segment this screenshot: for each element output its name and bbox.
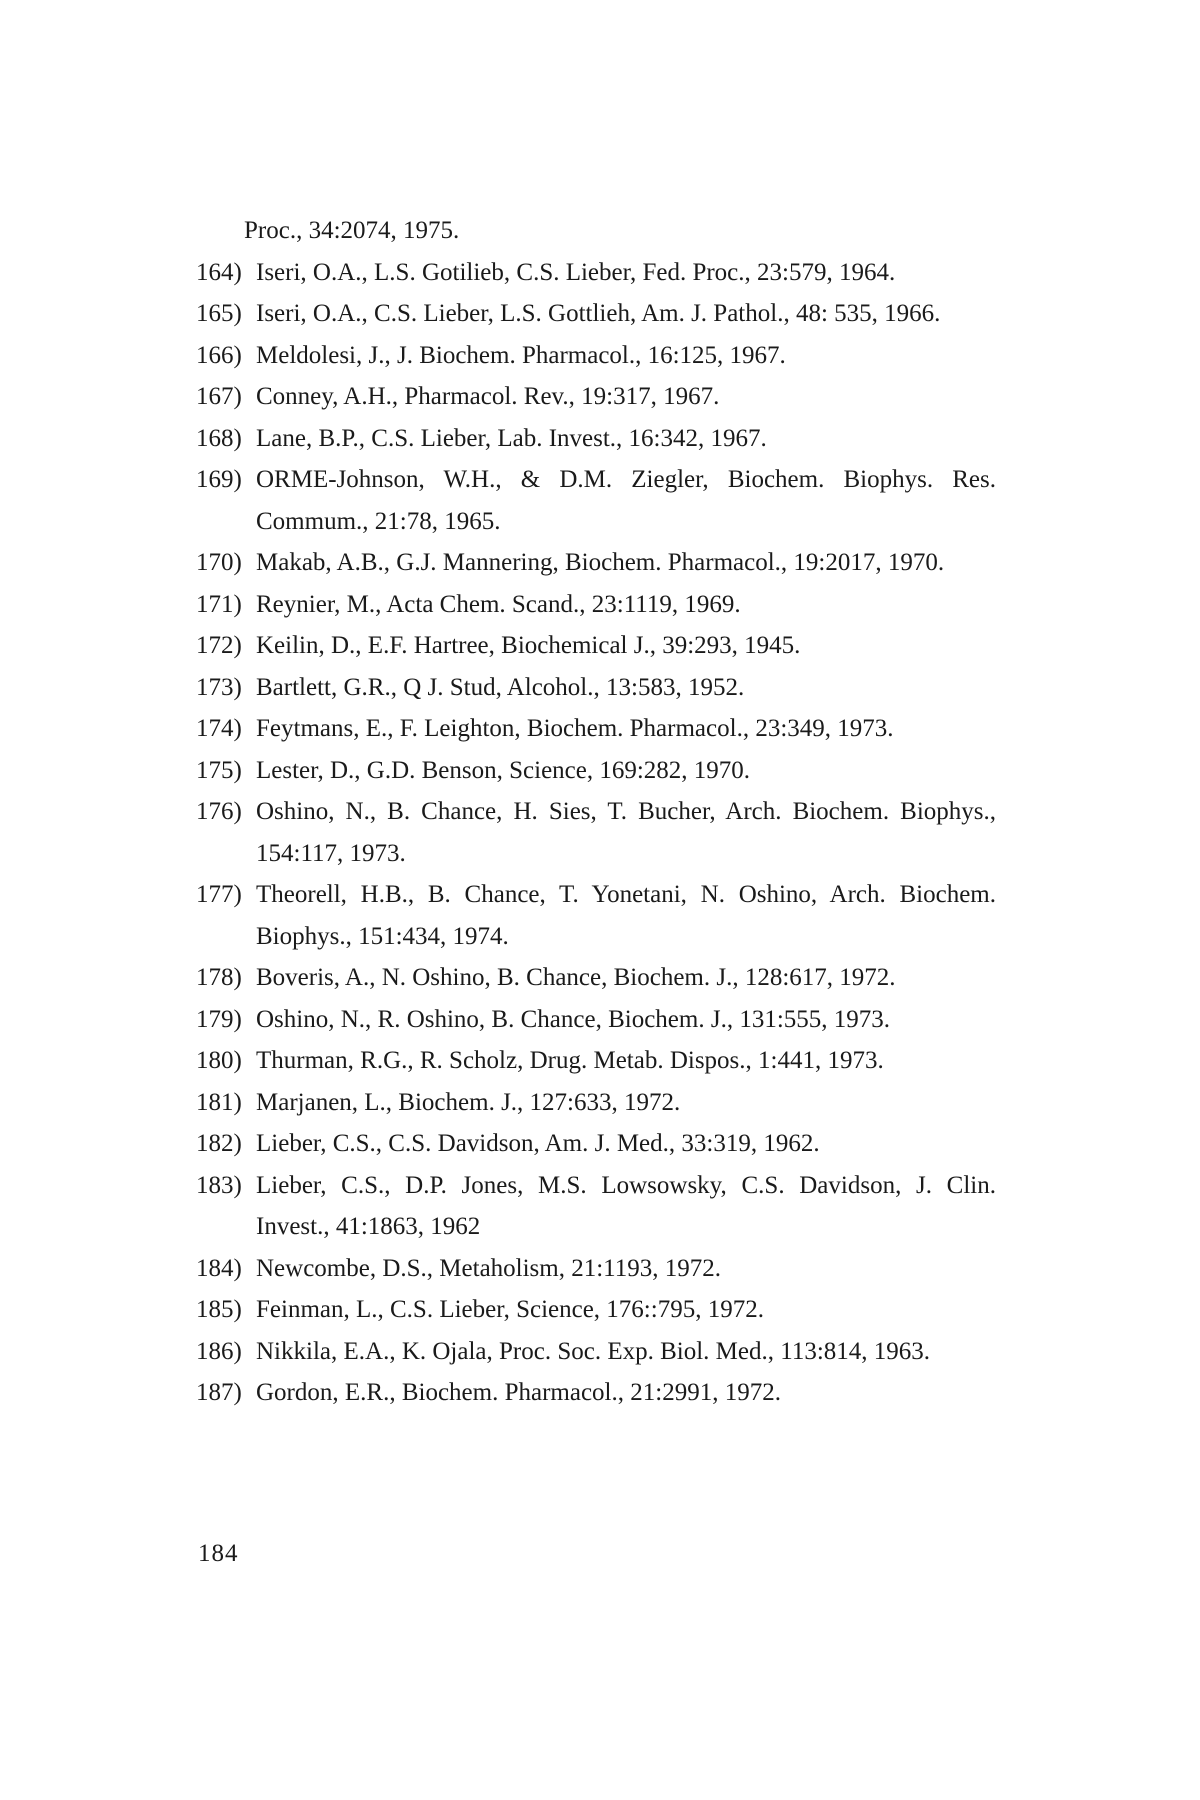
reference-entry — [196, 293, 996, 335]
reference-entry — [196, 625, 996, 667]
reference-number: 186) — [196, 1337, 242, 1365]
reference-number: 167) — [196, 383, 242, 410]
reference-entry — [196, 750, 996, 792]
reference-number: 180) — [196, 1047, 242, 1074]
reference-text: Lester, D., G.D. Benson, Science, 169:282, 1970. — [256, 756, 751, 784]
reference-entry — [196, 1248, 996, 1290]
reference-entry — [196, 874, 996, 957]
reference-number: 173) — [196, 673, 242, 701]
reference-number: 175) — [196, 756, 242, 784]
reference-number: 174) — [196, 715, 242, 742]
reference-number: 181) — [196, 1088, 242, 1116]
reference-text: Conney, A.H., Pharmacol. Rev., 19:317, 1967. — [256, 383, 720, 410]
page-number: 184 — [198, 1540, 239, 1567]
reference-text: Theorell, H.B., B. Chance, T. Yonetani, N. Oshino, Arch. Biochem. Biophys., 151:434, 1974. — [256, 881, 996, 950]
reference-text: Lane, B.P., C.S. Lieber, Lab. Invest., 16:342, 1967. — [256, 424, 767, 452]
reference-number: 185) — [196, 1296, 242, 1323]
reference-entry — [196, 584, 996, 626]
reference-text: Boveris, A., N. Oshino, B. Chance, Biochem. J., 128:617, 1972. — [256, 964, 896, 991]
reference-text: Nikkila, E.A., K. Ojala, Proc. Soc. Exp. Biol. Med., 113:814, 1963. — [256, 1337, 931, 1365]
reference-number: 177) — [196, 881, 242, 908]
reference-number: 166) — [196, 341, 242, 369]
reference-number: 182) — [196, 1130, 242, 1157]
reference-number: 171) — [196, 590, 242, 618]
reference-number: 187) — [196, 1379, 242, 1406]
reference-text: Oshino, N., R. Oshino, B. Chance, Biochem. J., 131:555, 1973. — [256, 1005, 891, 1033]
reference-entry — [196, 667, 996, 709]
reference-text: Oshino, N., B. Chance, H. Sies, T. Bucher, Arch. Biochem. Biophys., 154:117, 1973. — [256, 798, 996, 867]
reference-text: ORME-Johnson, W.H., & D.M. Ziegler, Biochem. Biophys. Res. Commum., 21:78, 1965. — [256, 466, 996, 535]
reference-text: Makab, A.B., G.J. Mannering, Biochem. Pharmacol., 19:2017, 1970. — [256, 549, 945, 576]
reference-number: 165) — [196, 300, 242, 327]
reference-entry — [196, 1165, 996, 1248]
reference-entry — [196, 1331, 996, 1373]
reference-entry — [196, 791, 996, 874]
reference-number: 176) — [196, 798, 242, 825]
reference-number: 168) — [196, 424, 242, 452]
reference-text: Iseri, O.A., C.S. Lieber, L.S. Gottlieh, Am. J. Pathol., 48: 535, 1966. — [256, 300, 941, 327]
reference-text: Gordon, E.R., Biochem. Pharmacol., 21:2991, 1972. — [256, 1379, 781, 1406]
reference-entry — [196, 459, 996, 542]
reference-number: 169) — [196, 466, 242, 493]
reference-text: Newcombe, D.S., Metaholism, 21:1193, 1972. — [256, 1254, 722, 1282]
reference-number: 164) — [196, 258, 242, 286]
reference-text: Bartlett, G.R., Q J. Stud, Alcohol., 13:583, 1952. — [256, 673, 745, 701]
reference-entry — [196, 999, 996, 1041]
reference-text: Marjanen, L., Biochem. J., 127:633, 1972. — [256, 1088, 681, 1116]
reference-text: Iseri, O.A., L.S. Gotilieb, C.S. Lieber, Fed. Proc., 23:579, 1964. — [256, 258, 896, 286]
reference-number: 184) — [196, 1254, 242, 1282]
reference-list — [196, 210, 996, 1414]
reference-text: Reynier, M., Acta Chem. Scand., 23:1119, 1969. — [256, 590, 741, 618]
reference-text: Meldolesi, J., J. Biochem. Pharmacol., 16:125, 1967. — [256, 341, 786, 369]
reference-text: Lieber, C.S., C.S. Davidson, Am. J. Med., 33:319, 1962. — [256, 1130, 820, 1157]
reference-number: 170) — [196, 549, 242, 576]
reference-number: 183) — [196, 1171, 242, 1199]
reference-entry — [196, 1372, 996, 1414]
reference-entry — [196, 542, 996, 584]
reference-entry — [196, 252, 996, 294]
reference-entry — [196, 1123, 996, 1165]
reference-entry — [196, 1082, 996, 1124]
reference-number: 179) — [196, 1005, 242, 1033]
reference-text: Feytmans, E., F. Leighton, Biochem. Pharmacol., 23:349, 1973. — [256, 715, 894, 742]
reference-entry — [196, 376, 996, 418]
reference-entry — [196, 335, 996, 377]
reference-text: Feinman, L., C.S. Lieber, Science, 176::795, 1972. — [256, 1296, 764, 1323]
reference-number: 178) — [196, 964, 242, 991]
reference-entry — [196, 1289, 996, 1331]
reference-entry — [196, 1040, 996, 1082]
reference-entry — [196, 708, 996, 750]
reference-continuation: Proc., 34:2074, 1975. — [244, 217, 460, 244]
reference-items — [196, 252, 996, 1414]
reference-text: Lieber, C.S., D.P. Jones, M.S. Lowsowsky, C.S. Davidson, J. Clin. Invest., 41:1863, 1962 — [256, 1171, 996, 1240]
reference-entry — [196, 418, 996, 460]
reference-text: Thurman, R.G., R. Scholz, Drug. Metab. Dispos., 1:441, 1973. — [256, 1047, 884, 1074]
reference-entry — [196, 957, 996, 999]
reference-text: Keilin, D., E.F. Hartree, Biochemical J., 39:293, 1945. — [256, 632, 801, 659]
reference-number: 172) — [196, 632, 242, 659]
